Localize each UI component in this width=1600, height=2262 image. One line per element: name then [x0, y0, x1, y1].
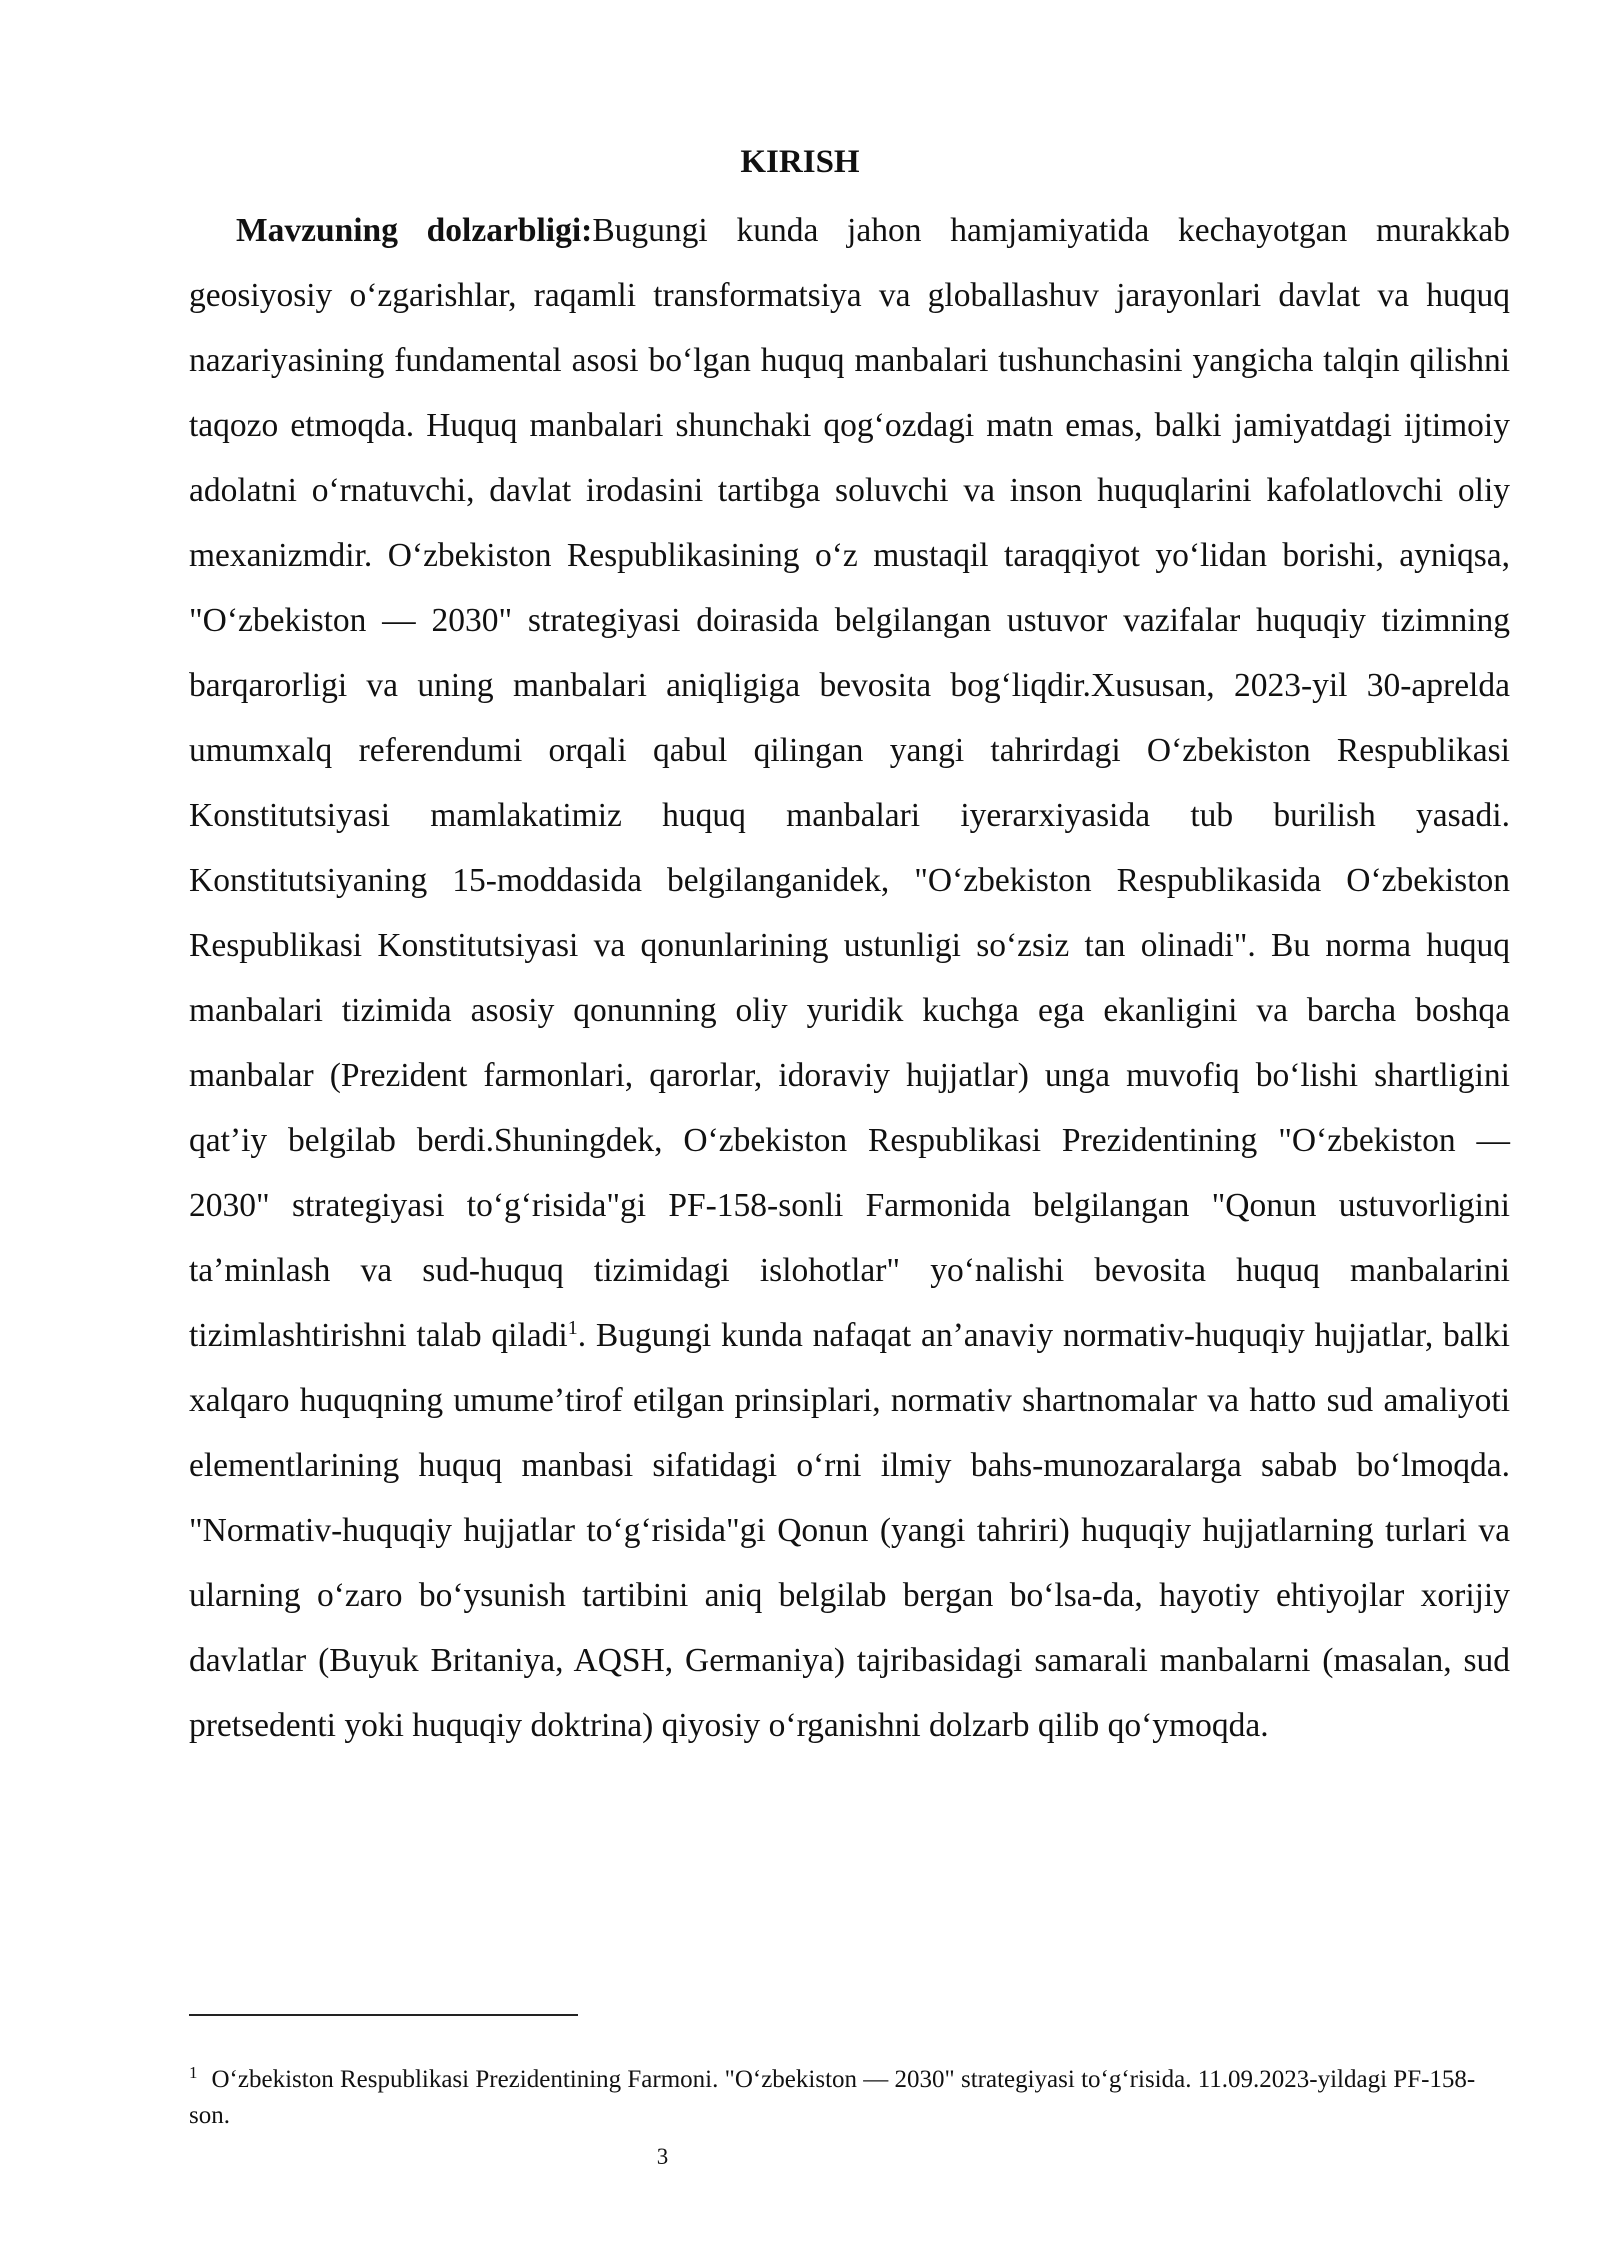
footnote-number: 1 — [189, 2062, 198, 2082]
page-number: 3 — [656, 2144, 669, 2169]
section-title: KIRISH — [740, 144, 860, 180]
footnote-reference[interactable]: 1 — [567, 1316, 578, 1339]
footnote — [189, 2062, 1510, 2134]
body-paragraph — [189, 198, 1510, 1758]
paragraph-text-part2: . Bugungi kunda nafaqat anʼanaviy normativ-huquqiy hujjatlar, balki xalqaro huquqning umumeʼtirof etilgan prinsiplari, normativ shartnomalar va hatto sud amaliyoti elementlarining huquq manbasi sifatidagi oʻrni ilmiy bahs-munozaralarga sabab boʻlmoqda. "Normativ-huquqiy hujjatlar toʻgʻrisida"gi Qonun (yangi tahriri) huquqiy hujjatlarning turlari va ularning oʻzaro boʻysunish tartibini aniq belgilab bergan boʻlsa-da, hayotiy ehtiyojlar xorijiy davlatlar (Buyuk Britaniya, AQSH, Germaniya) tajribasidagi samarali manbalarni (masalan, sud pretsedenti yoki huquqiy doktrina) qiyosiy oʻrganishni dolzarb qilib qoʻymoqda. — [189, 1317, 1510, 1744]
footnote-text: Oʻzbekiston Respublikasi Prezidentining Farmoni. "Oʻzbekiston — 2030" strategiyasi toʻgʻrisida. 11.09.2023-yildagi PF-158-son. — [189, 2066, 1476, 2129]
paragraph-text-part1: Bugungi kunda jahon hamjamiyatida kechayotgan murakkab geosiyosiy oʻzgarishlar, raqamli transformatsiya va globallashuv jarayonlari davlat va huquq nazariyasining fundamental asosi boʻlgan huquq manbalari tushunchasini yangicha talqin qilishni taqozo etmoqda. Huquq manbalari shunchaki qogʻozdagi matn emas, balki jamiyatdagi ijtimoiy adolatni oʻrnatuvchi, davlat irodasini tartibga soluvchi va inson huquqlarini kafolatlovchi oliy mexanizmdir. Oʻzbekiston Respublikasining oʻz mustaqil taraqqiyot yoʻlidan borishi, ayniqsa, "Oʻzbekiston — 2030" strategiyasi doirasida belgilangan ustuvor vazifalar huquqiy tizimning barqarorligi va uning manbalari aniqligiga bevosita bogʻliqdir.Xususan, 2023-yil 30-aprelda umumxalq referendumi orqali qabul qilingan yangi tahrirdagi Oʻzbekiston Respublikasi Konstitutsiyasi mamlakatimiz huquq manbalari iyerarxiyasida tub burilish yasadi. Konstitutsiyaning 15-moddasida belgilanganidek, "Oʻzbekiston Respublikasida Oʻzbekiston Respublikasi Konstitutsiyasi va qonunlarining ustunligi soʻzsiz tan olinadi". Bu norma huquq manbalari tizimida asosiy qonunning oliy yuridik kuchga ega ekanligini va barcha boshqa manbalar (Prezident farmonlari, qarorlar, idoraviy hujjatlar) unga muvofiq boʻlishi shartligini qatʼiy belgilab berdi.Shuningdek, Oʻzbekiston Respublikasi Prezidentining "Oʻzbekiston — 2030" strategiyasi toʻgʻrisida"gi PF-158-sonli Farmonida belgilangan "Qonun ustuvorligini taʼminlash va sud-huquq tizimidagi islohotlar" yoʻnalishi bevosita huquq manbalarini tizimlashtirishni talab qiladi — [189, 212, 1510, 1354]
footnote-separator — [189, 2014, 578, 2016]
lead-label: Mavzuning dolzarbligi: — [236, 212, 593, 249]
